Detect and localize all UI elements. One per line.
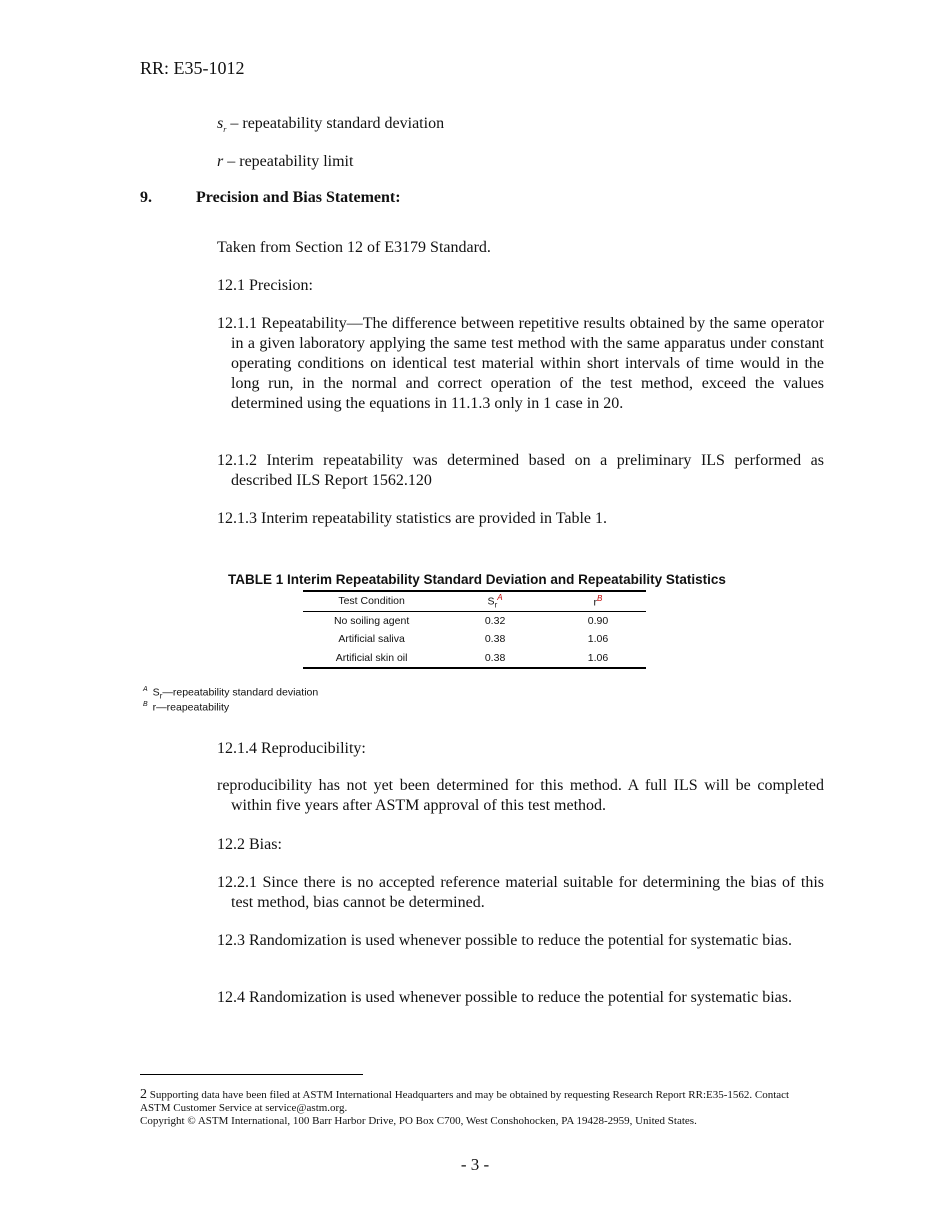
footnote-divider (140, 1074, 363, 1075)
page-number: - 3 - (460, 1155, 490, 1174)
bias-heading: 12.2 Bias: (217, 836, 282, 853)
reproducibility-heading: 12.1.4 Reproducibility: (217, 740, 366, 757)
table-note-a (143, 686, 318, 701)
cell-condition: Artificial saliva (338, 633, 405, 646)
header-sr-note-mark: A (497, 592, 503, 602)
note-a-subscript: r (159, 691, 163, 701)
section-number: 9. (140, 189, 152, 206)
cell-r: 1.06 (587, 633, 609, 646)
header-r (550, 591, 646, 611)
statistics-paragraph: 12.1.3 Interim repeatability statistics are provided in Table 1. (217, 510, 608, 527)
cell-condition: No soiling agent (333, 614, 410, 627)
note-a-text: —repeatability standard deviation (162, 686, 319, 699)
precision-heading: 12.1 Precision: (217, 277, 313, 294)
section-title: Precision and Bias Statement: (196, 189, 401, 206)
footnote-text: Supporting data have been filed at ASTM International Headquarters and may be obtained by requesting Research Report RR:E35-1562. Contact ASTM Customer Service at service@astm.org. (140, 1089, 790, 1114)
r-symbol: r (217, 153, 224, 170)
cell-sr: 0.38 (484, 651, 506, 664)
definition-r (217, 152, 810, 172)
sr-subscript: r (223, 125, 227, 135)
repeatability-table (303, 590, 646, 669)
table-row (303, 611, 646, 630)
report-id-header: RR: E35-1012 (140, 58, 245, 78)
header-sr-subscript: r (494, 600, 498, 610)
cell-r: 0.90 (587, 614, 609, 627)
note-a-symbol: S (152, 686, 160, 699)
note-a-mark: A (143, 686, 148, 693)
repeatability-paragraph: 12.1.1 Repeatability—The difference between repetitive results obtained by the same operator in a given laboratory applying the same test method with the same apparatus under constant operating conditions on identical test material within short intervals of time would in the long run, in the normal and correct operation of the test method, exceed the values determined using the equations in 11.1.3 only in 1 case in 20. (217, 315, 824, 412)
bias-paragraph: 12.2.1 Since there is no accepted reference material suitable for determining the bias of this test method, bias cannot be determined. (217, 874, 824, 911)
cell-condition: Artificial skin oil (335, 651, 408, 664)
cell-sr: 0.38 (484, 633, 506, 646)
intro-paragraph: Taken from Section 12 of E3179 Standard. (217, 239, 491, 256)
footnote-number: 2 (140, 1087, 147, 1102)
r-definition-text: – repeatability limit (223, 153, 354, 170)
randomization-paragraph-12-4: 12.4 Randomization is used whenever possible to reduce the potential for systematic bias. (217, 989, 792, 1006)
table-row (303, 649, 646, 669)
cell-r: 1.06 (587, 651, 609, 664)
note-b-text: r—reapeatability (152, 701, 230, 714)
header-sr-symbol: S (487, 595, 495, 608)
footnote-copyright: Copyright © ASTM International, 100 Barr Harbor Drive, PO Box C700, West Conshohocken, PA 19428-2959, United States. (140, 1115, 697, 1127)
randomization-paragraph-12-3: 12.3 Randomization is used whenever possible to reduce the potential for systematic bias. (217, 932, 792, 949)
footnote-supporting-data (140, 1088, 812, 1115)
footnote (140, 1088, 812, 1128)
header-sr (440, 591, 550, 611)
header-r-note-mark: B (597, 594, 603, 603)
sr-definition-text: – repeatability standard deviation (226, 115, 445, 132)
header-test-condition: Test Condition (303, 591, 440, 611)
header-r-symbol: r (593, 596, 598, 609)
definition-sr (217, 114, 810, 140)
table-caption: TABLE 1 Interim Repeatability Standard Deviation and Repeatability Statistics (228, 572, 726, 587)
sr-symbol: s (217, 115, 224, 132)
table-note-b (143, 701, 229, 714)
table-row (303, 630, 646, 649)
note-b-mark: B (143, 701, 148, 708)
interim-repeatability-paragraph: 12.1.2 Interim repeatability was determined based on a preliminary ILS performed as described ILS Report 1562.120 (217, 452, 824, 489)
reproducibility-paragraph: reproducibility has not yet been determined for this method. A full ILS will be completed within five years after ASTM approval of this test method. (217, 777, 824, 814)
table-header-row (303, 591, 646, 611)
cell-sr: 0.32 (484, 614, 506, 627)
